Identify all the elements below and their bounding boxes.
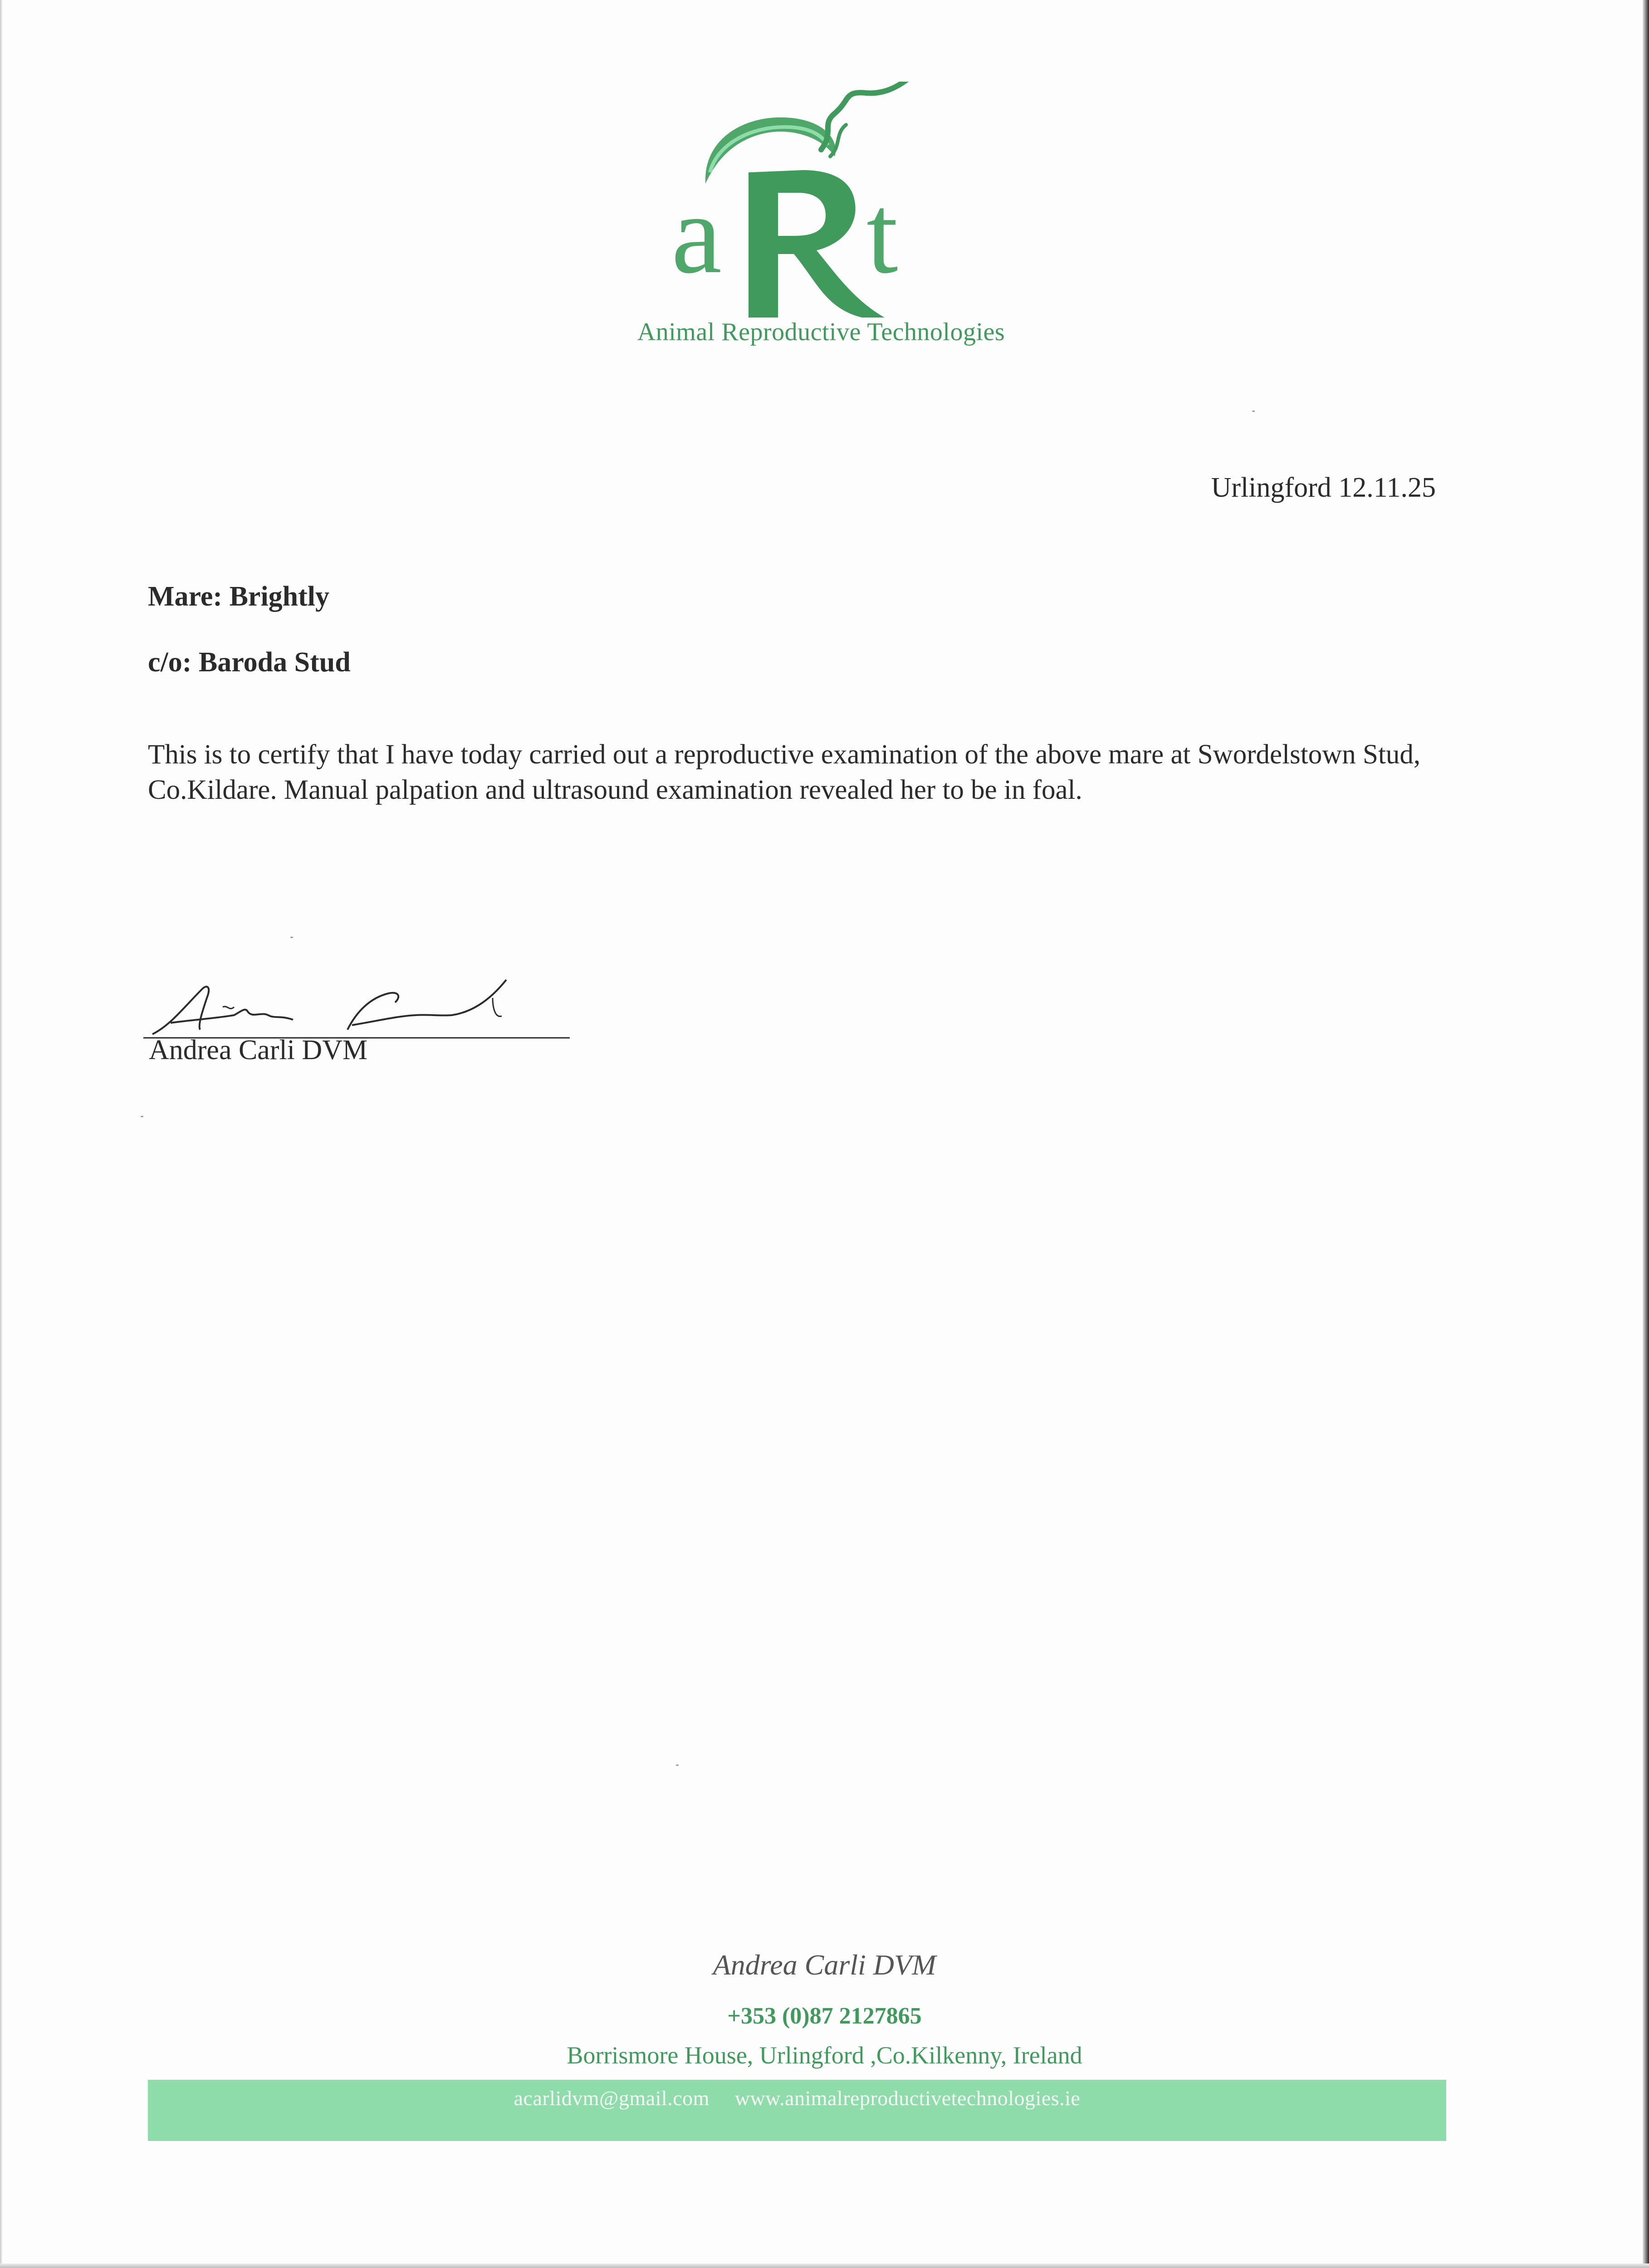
signatory-name: Andrea Carli DVM <box>149 1035 368 1066</box>
footer-phone: +353 (0)87 2127865 <box>727 2003 922 2029</box>
scan-speck <box>141 1116 143 1117</box>
footer-name: Andrea Carli DVM <box>713 1949 936 1981</box>
footer-website: www.animalreproductivetechnologies.ie <box>734 2087 1081 2110</box>
place-date: Urlingford 12.11.25 <box>1211 472 1436 503</box>
footer-email: acarlidvm@gmail.com <box>514 2087 710 2110</box>
footer-contact-bar <box>148 2080 1446 2141</box>
scan-right-edge <box>1643 0 1649 2268</box>
signature-block <box>143 962 570 1080</box>
care-of: c/o: Baroda Stud <box>148 647 351 678</box>
scan-speck <box>676 1765 679 1766</box>
svg-text:t: t <box>866 171 898 297</box>
scan-bottom-edge <box>0 2263 1649 2268</box>
scan-speck <box>290 937 293 938</box>
handwritten-signature <box>143 962 570 1039</box>
mare-name: Mare: Brightly <box>148 581 330 612</box>
svg-text:a: a <box>671 171 722 297</box>
scan-speck <box>1252 411 1255 412</box>
scan-left-edge <box>0 0 3 2268</box>
art-logo-graphic <box>671 82 971 336</box>
footer-address: Borrismore House, Urlingford ,Co.Kilkenny, Ireland <box>567 2042 1082 2069</box>
art-logo <box>671 82 971 336</box>
certificate-body: This is to certify that I have today carried out a reproductive examination of the above mare at Swordelstown Stud, Co.Kildare. Manual palpation and ultrasound examination revealed her to be in foal. <box>148 739 1421 805</box>
logo-tagline: Animal Reproductive Technologies <box>637 318 1005 346</box>
